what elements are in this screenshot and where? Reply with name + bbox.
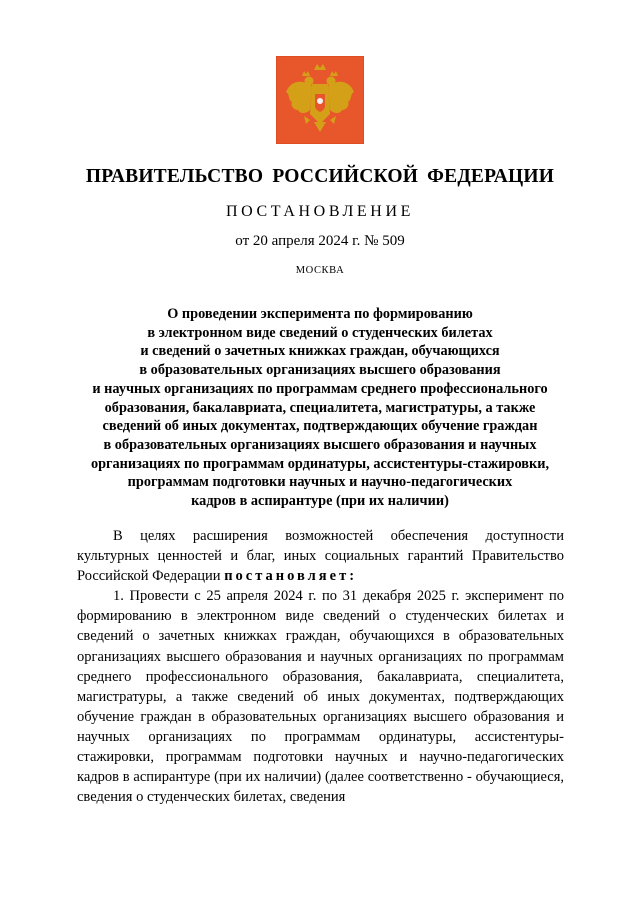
document-place: МОСКВА [295,265,345,276]
document-date-number: от 20 апреля 2024 г. № 509 [235,233,405,249]
subject-line: в образовательных организациях высшего образования [139,362,501,379]
document-subject [60,305,580,511]
point-1-paragraph: 1. Провести с 25 апреля 2024 г. по 31 декабря 2025 г. эксперимент по формированию в электронном виде сведений о студенческих билетах и сведений о зачетных книжках граждан, обучающихся в образовательных организациях высшего образования и научных организациях по программам среднего профессионального образования, бакалавриата, специалитета, магистратуры, а также сведений об иных документах, подтверждающих обучение граждан в образовательных организациях высшего образования и научных организациях по программам ординатуры, ассистентуры-стажировки, программам подготовки научных и научно-педагогических кадров в аспирантуре (при их наличии) (далее соответственно - обучающиеся, сведения о студенческих билетах, сведения [77,588,564,806]
organization-title: ПРАВИТЕЛЬСТВО РОССИЙСКОЙ ФЕДЕРАЦИИ [85,166,555,187]
document-type: ПОСТАНОВЛЕНИЕ [226,203,414,220]
subject-line: в электронном виде сведений о студенческих билетах [147,324,493,341]
subject-line: сведений об иных документах, подтверждающих обучение граждан [102,418,538,435]
document-body [77,526,564,807]
subject-line: и научных организациях по программам среднего профессионального [92,380,548,397]
coat-of-arms-icon [276,56,364,144]
resolves-keyword: постановляет: [224,568,358,585]
subject-line: образования, бакалавриата, специалитета, магистратуры, а также [104,399,536,416]
subject-line: организациях по программам ординатуры, ассистентуры-стажировки, [90,455,550,472]
subject-line: в образовательных организациях высшего образования и научных [103,436,537,453]
subject-line: программам подготовки научных и научно-педагогических [127,474,513,491]
subject-line: О проведении эксперимента по формированию [167,306,473,322]
preamble-text: В целях расширения возможностей обеспечения доступности культурных ценностей и благ, иных социальных гарантий Правительство Российской Федерации [77,528,564,585]
preamble-paragraph [77,526,564,586]
subject-line: кадров в аспирантуре (при их наличии) [191,493,449,510]
subject-line: и сведений о зачетных книжках граждан, обучающихся [140,343,500,360]
